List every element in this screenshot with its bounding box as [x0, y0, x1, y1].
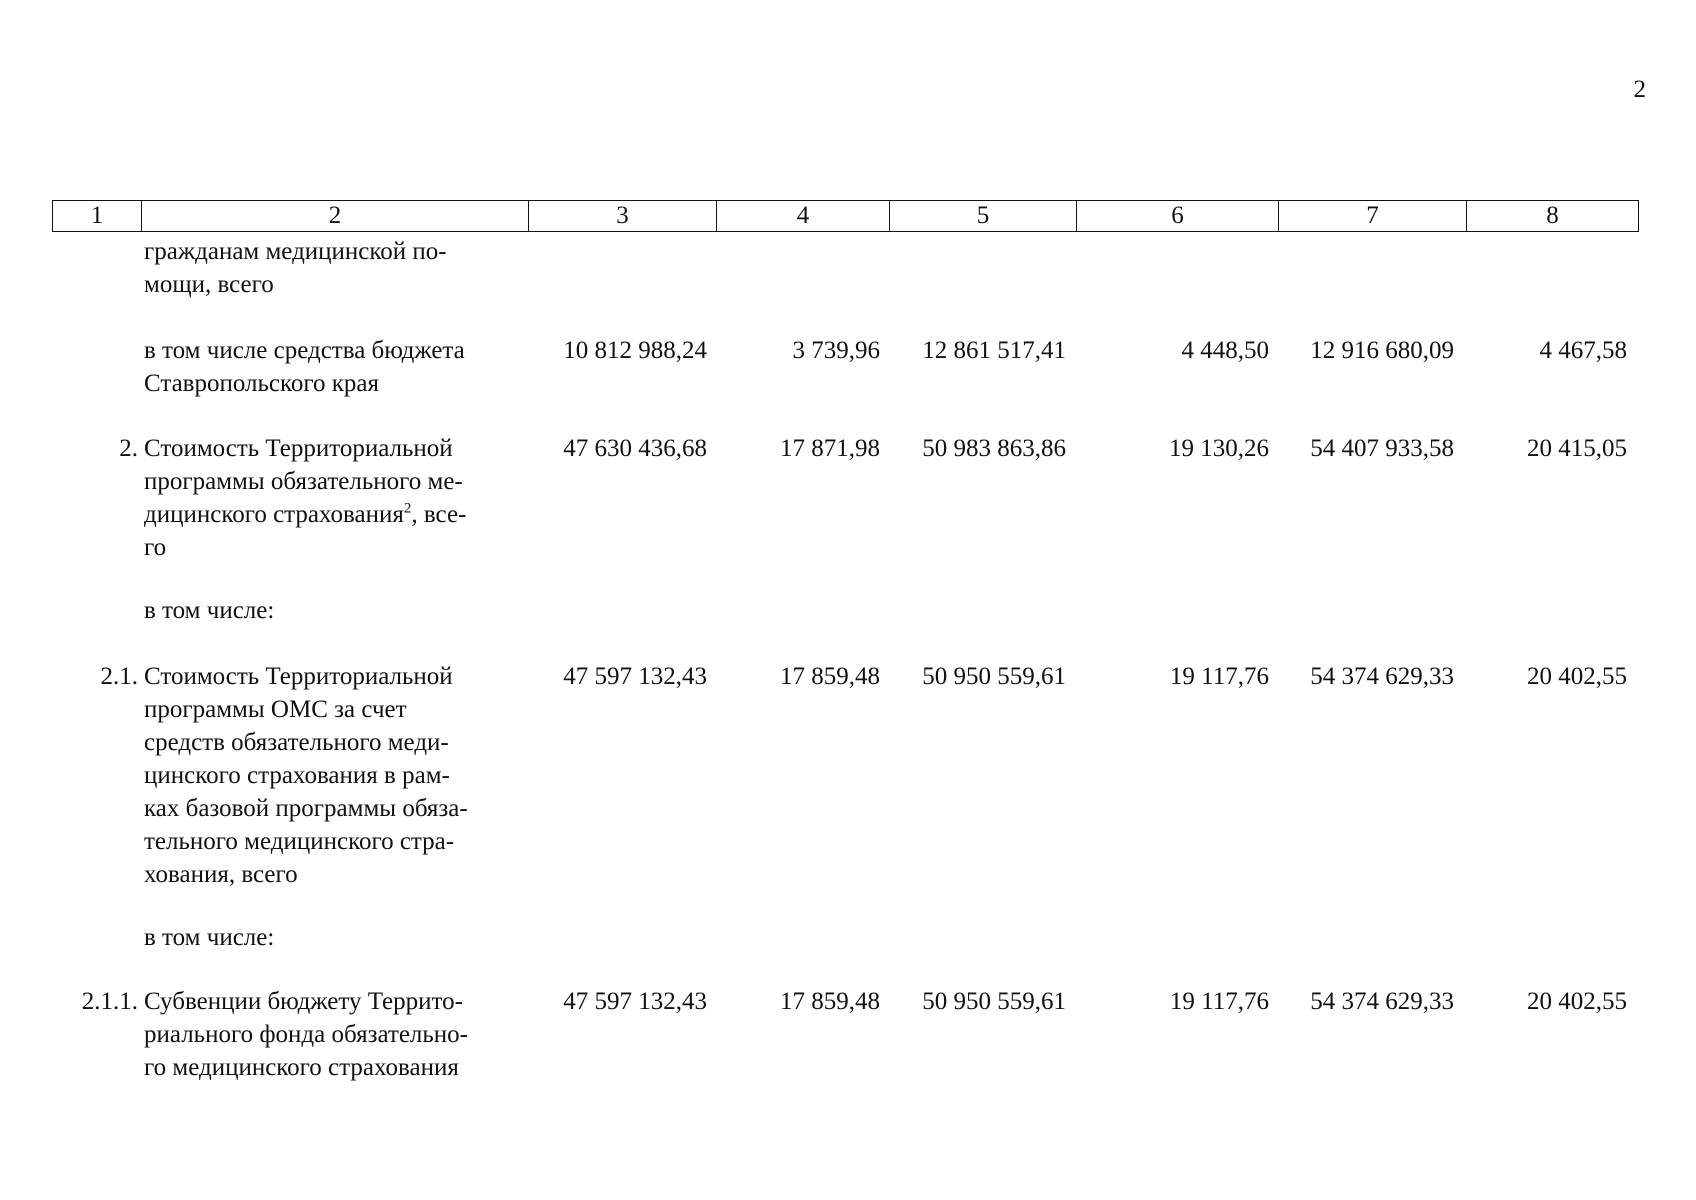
- row-description: Стоимость Территориальной программы ОМС за счет средств обязательного меди- цинского страхования в рам- ках базовой программы обяза- тельного медицинского стра- хования, всего: [144, 663, 468, 888]
- value-col-4: 17 859,48: [780, 663, 880, 690]
- value-col-8: 20 402,55: [1527, 663, 1627, 690]
- value-col-4: 3 739,96: [792, 337, 880, 364]
- row-description: [144, 432, 531, 564]
- row-number: 2.1.1.: [81, 988, 138, 1015]
- row-description: в том числе:: [144, 597, 275, 624]
- value-col-8: 20 402,55: [1527, 988, 1627, 1015]
- value-col-6: 19 117,76: [1169, 663, 1269, 690]
- header-col-7: 7: [1279, 201, 1467, 232]
- value-col-3: 47 630 436,68: [563, 435, 707, 462]
- footnote-mark: 2: [403, 500, 412, 517]
- row-description: гражданам медицинской по- мощи, всего: [144, 238, 447, 298]
- header-col-2: 2: [142, 201, 529, 232]
- header-col-5: 5: [890, 201, 1077, 232]
- value-col-5: 50 983 863,86: [922, 435, 1066, 462]
- value-col-6: 4 448,50: [1181, 337, 1269, 364]
- page-number: 2: [1633, 76, 1646, 103]
- value-col-6: 19 130,26: [1169, 435, 1269, 462]
- value-col-7: 54 374 629,33: [1310, 988, 1454, 1015]
- value-col-7: 54 374 629,33: [1310, 663, 1454, 690]
- value-col-7: 12 916 680,09: [1310, 337, 1454, 364]
- value-col-5: 50 950 559,61: [922, 663, 1066, 690]
- header-col-8: 8: [1467, 201, 1639, 232]
- value-col-4: 17 859,48: [780, 988, 880, 1015]
- row-description: в том числе:: [144, 924, 275, 951]
- value-col-7: 54 407 933,58: [1310, 435, 1454, 462]
- row-description: в том числе средства бюджета Ставропольского края: [144, 337, 465, 397]
- header-col-1: 1: [53, 201, 142, 232]
- row-number: 2.1.: [100, 663, 138, 690]
- value-col-5: 50 950 559,61: [922, 988, 1066, 1015]
- value-col-8: 4 467,58: [1539, 337, 1627, 364]
- value-col-4: 17 871,98: [780, 435, 880, 462]
- column-number-header: [52, 200, 1639, 232]
- row-number: 2.: [119, 435, 138, 462]
- value-col-3: 47 597 132,43: [563, 663, 707, 690]
- value-col-6: 19 117,76: [1169, 988, 1269, 1015]
- row-description: Субвенции бюджету Террито- риального фонда обязательно- го медицинского страхования: [144, 988, 468, 1081]
- value-col-5: 12 861 517,41: [922, 337, 1066, 364]
- header-col-3: 3: [529, 201, 717, 232]
- value-col-3: 10 812 988,24: [563, 337, 707, 364]
- row-description-text-tail: , все- го: [144, 501, 467, 561]
- row-description-text: Стоимость Территориальной программы обязательного ме- дицинского страхования: [144, 435, 463, 528]
- value-col-8: 20 415,05: [1527, 435, 1627, 462]
- value-col-3: 47 597 132,43: [563, 988, 707, 1015]
- header-col-4: 4: [717, 201, 890, 232]
- header-col-6: 6: [1077, 201, 1279, 232]
